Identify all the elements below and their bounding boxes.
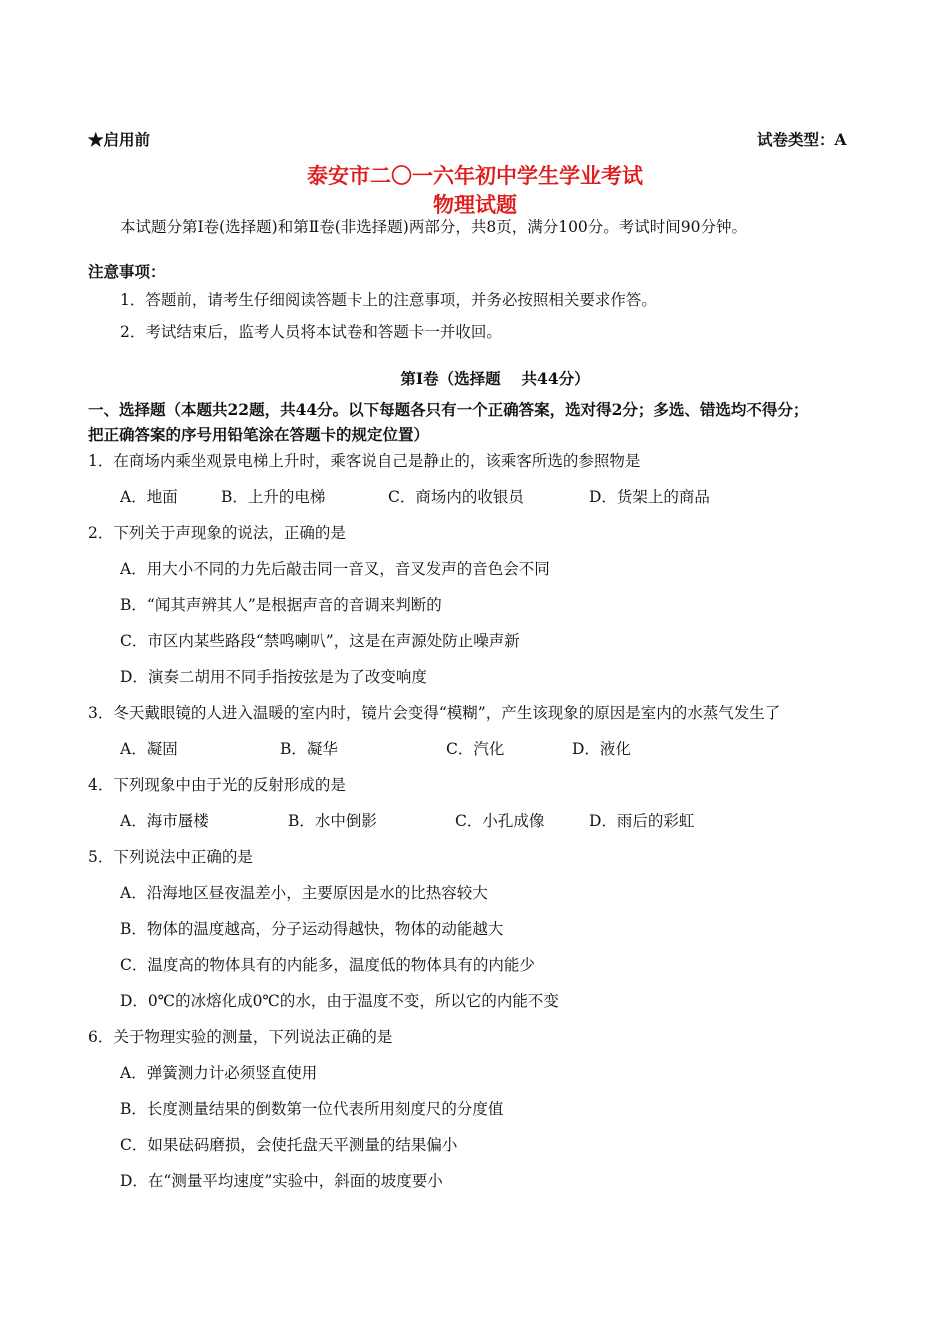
notice-item: 2．考试结束后，监考人员将本试卷和答题卡一并收回。 bbox=[120, 323, 502, 341]
option: A．弹簧测力计必须竖直使用 bbox=[120, 1064, 318, 1082]
option: D．货架上的商品 bbox=[589, 488, 710, 506]
question-stem: 2．下列关于声现象的说法，正确的是 bbox=[88, 524, 346, 542]
option: B．水中倒影 bbox=[288, 812, 377, 830]
option: D．液化 bbox=[572, 740, 631, 758]
notice-item: 1．答题前，请考生仔细阅读答题卡上的注意事项，并务必按照相关要求作答。 bbox=[120, 291, 657, 309]
intro-text: 本试题分第Ⅰ卷(选择题)和第Ⅱ卷(非选择题)两部分，共8页，满分100分。考试时间90分钟。 bbox=[120, 218, 748, 236]
option: A．用大小不同的力先后敲击同一音叉，音叉发声的音色会不同 bbox=[120, 560, 550, 578]
option: A．海市蜃楼 bbox=[120, 812, 209, 830]
part-instructions: 一、选择题（本题共22题，共44分。以下每题各只有一个正确答案，选对得2分；多选、错选均不得分； bbox=[88, 400, 809, 419]
option: A．沿海地区昼夜温差小，主要原因是水的比热容较大 bbox=[120, 884, 488, 902]
option: A．地面 bbox=[120, 488, 178, 506]
notice-heading: 注意事项： bbox=[88, 262, 166, 281]
paper-type: 试卷类型：A bbox=[757, 130, 847, 149]
option: D．0℃的冰熔化成0℃的水，由于温度不变，所以它的内能不变 bbox=[120, 992, 559, 1010]
option: A．凝固 bbox=[120, 740, 178, 758]
option: C．市区内某些路段“禁鸣喇叭”，这是在声源处防止噪声新 bbox=[120, 632, 520, 650]
subject-title: 物理试题 bbox=[433, 192, 517, 217]
question-stem: 1．在商场内乘坐观景电梯上升时，乘客说自己是静止的，该乘客所选的参照物是 bbox=[88, 452, 641, 470]
option: B．“闻其声辨其人”是根据声音的音调来判断的 bbox=[120, 596, 442, 614]
option: C．汽化 bbox=[446, 740, 505, 758]
header-left: ★启用前 bbox=[88, 130, 151, 149]
part-instructions: 把正确答案的序号用铅笔涂在答题卡的规定位置） bbox=[88, 425, 430, 444]
option: B．上升的电梯 bbox=[221, 488, 326, 506]
option: D．雨后的彩虹 bbox=[589, 812, 695, 830]
option: B．长度测量结果的倒数第一位代表所用刻度尺的分度值 bbox=[120, 1100, 504, 1118]
option: C．商场内的收银员 bbox=[388, 488, 524, 506]
exam-title: 泰安市二〇一六年初中学生学业考试 bbox=[307, 163, 643, 188]
option: C．如果砝码磨损，会使托盘天平测量的结果偏小 bbox=[120, 1136, 458, 1154]
question-stem: 6．关于物理实验的测量，下列说法正确的是 bbox=[88, 1028, 393, 1046]
question-stem: 3．冬天戴眼镜的人进入温暖的室内时，镜片会变得“模糊”，产生该现象的原因是室内的水蒸气发生了 bbox=[88, 704, 781, 722]
option: D．演奏二胡用不同手指按弦是为了改变响度 bbox=[120, 668, 427, 686]
section-title: 第Ⅰ卷（选择题 共44分） bbox=[400, 369, 590, 388]
question-stem: 5．下列说法中正确的是 bbox=[88, 848, 253, 866]
option: C．温度高的物体具有的内能多，温度低的物体具有的内能少 bbox=[120, 956, 535, 974]
option: D．在“测量平均速度”实验中，斜面的坡度要小 bbox=[120, 1172, 443, 1190]
option: B．凝华 bbox=[280, 740, 338, 758]
option: C．小孔成像 bbox=[455, 812, 545, 830]
option: B．物体的温度越高，分子运动得越快，物体的动能越大 bbox=[120, 920, 504, 938]
question-stem: 4．下列现象中由于光的反射形成的是 bbox=[88, 776, 346, 794]
